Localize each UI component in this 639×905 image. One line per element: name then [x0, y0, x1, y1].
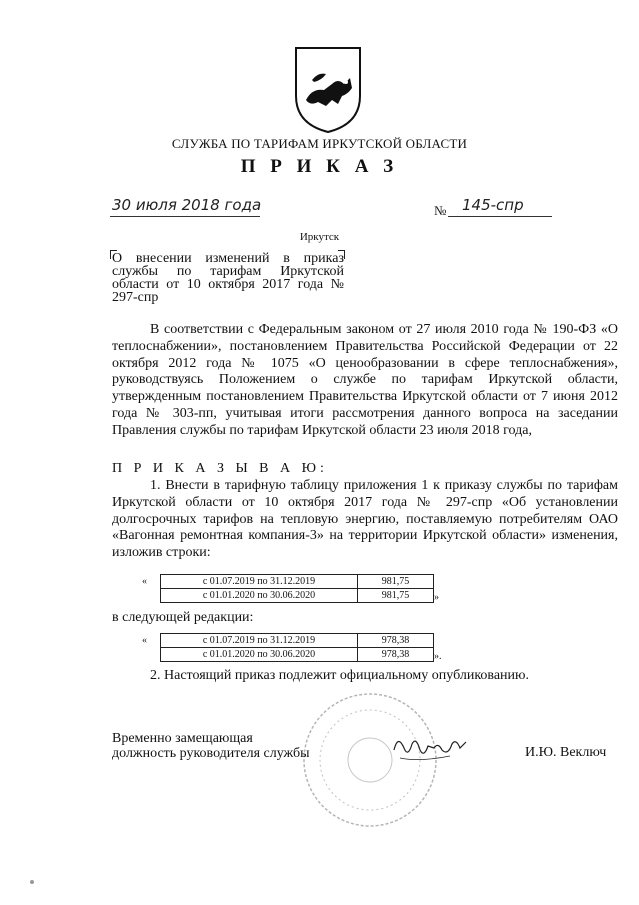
old-tariff-table — [160, 574, 434, 603]
date-underline — [110, 216, 260, 217]
old-table-open-quote: « — [142, 576, 147, 587]
position-line-2: должность руководителя службы — [112, 746, 310, 761]
handwritten-date: 30 июля 2018 года — [112, 196, 262, 214]
value-cell: 978,38 — [358, 648, 434, 662]
period-cell: с 01.01.2020 по 30.06.2020 — [161, 648, 358, 662]
document-title: П Р И К А З — [240, 156, 399, 177]
number-sign: № — [434, 203, 447, 218]
period-cell: с 01.07.2019 по 31.12.2019 — [161, 634, 358, 648]
number-underline — [448, 216, 552, 217]
city: Иркутск — [299, 231, 340, 243]
signatory-name: И.Ю. Веключ — [525, 745, 607, 760]
new-tariff-table — [160, 633, 434, 662]
table-row — [161, 648, 434, 662]
organization-name: СЛУЖБА ПО ТАРИФАМ ИРКУТСКОЙ ОБЛАСТИ — [171, 136, 468, 151]
new-edition-label: в следующей редакции: — [112, 610, 254, 625]
period-cell: с 01.01.2020 по 30.06.2020 — [161, 589, 358, 603]
position-line-1: Временно замещающая — [112, 731, 253, 746]
table-row — [161, 575, 434, 589]
old-table-close-quote: » — [434, 592, 439, 603]
handwritten-number: 145-спр — [462, 196, 524, 214]
item-1-paragraph: 1. Внести в тарифную таблицу приложения 1 к приказу службы по тарифам Иркутской области от 10 октября 2017 года № 297-спр «Об установлении долгосрочных тарифов на тепловую энергию, поставляемую потребителям ОАО «Вагонная ремонтная компания-3» на территории Иркутской области» изменения, изложив строки: — [112, 478, 618, 561]
document-subject: О внесении изменений в приказ службы по тарифам Иркутской области от 10 октября 2017 года № 297-спр — [112, 251, 344, 305]
value-cell: 981,75 — [358, 575, 434, 589]
irkutsk-coat-of-arms-icon — [292, 44, 364, 134]
signatory-position — [112, 731, 310, 761]
order-word: П Р И К А З Ы В А Ю: — [112, 461, 328, 476]
table-row — [161, 634, 434, 648]
period-cell: с 01.07.2019 по 31.12.2019 — [161, 575, 358, 589]
value-cell: 981,75 — [358, 589, 434, 603]
preamble-paragraph: В соответствии с Федеральным законом от 27 июля 2010 года № 190-ФЗ «О теплоснабжении», постановлением Правительства Российской Федерации от 22 октября 2012 года № 1075 «О ценообразовании в сфере теплоснабжения», руководствуясь Положением о службе по тарифам Иркутской области, утвержденным постановлением Правительства Иркутской области от 7 июня 2012 года № 303-пп, учитывая итоги рассмотрения данного вопроса на заседании Правления службы по тарифам Иркутской области 23 июля 2018 года, — [112, 322, 618, 438]
new-table-open-quote: « — [142, 635, 147, 646]
new-table-close-quote: ». — [434, 651, 442, 662]
item-2-paragraph: 2. Настоящий приказ подлежит официальному опубликованию. — [150, 668, 529, 683]
value-cell: 978,38 — [358, 634, 434, 648]
table-row — [161, 589, 434, 603]
scan-dot — [30, 880, 34, 884]
handwritten-signature-icon — [390, 728, 470, 768]
